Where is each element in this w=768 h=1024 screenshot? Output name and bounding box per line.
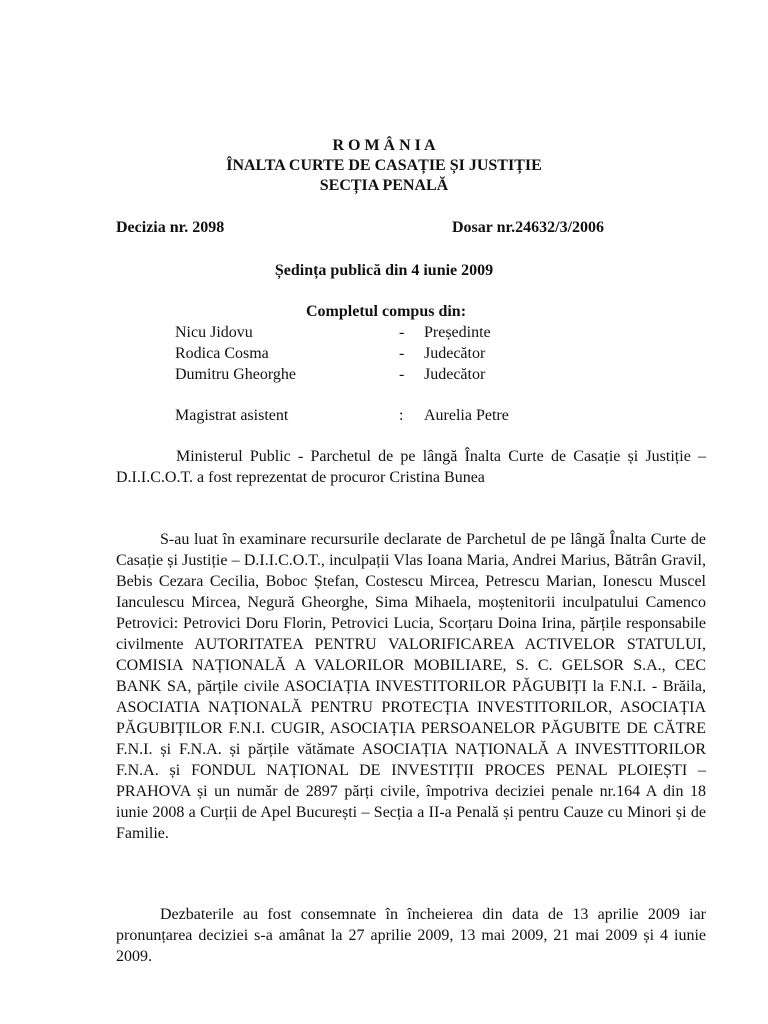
- panel-member-role: Președinte: [424, 324, 491, 341]
- header-country: R O M Â N I A: [332, 137, 436, 154]
- header-section: SECȚIA PENALĂ: [319, 177, 449, 194]
- assistant-name: Aurelia Petre: [424, 407, 509, 424]
- assistant-label: Magistrat asistent: [175, 407, 289, 424]
- body-paragraph-1: S-au luat în examinare recursurile declarate de Parchetul de pe lângă Înalta Curte de Casație și Justiție – D.I.I.C.O.T., inculpații Vlas Ioana Maria, Andrei Marius, Bătrân Gravil, Bebis Cezara Cecilia, Boboc Ștefan, Costescu Mircea, Petrescu Marian, Ionescu Muscel Ianculescu Mircea, Negură Gheorghe, Sima Mihaela, moștenitorii inculpatului Camenco Petrovici: Petrovici Doru Florin, Petrovici Lucia, Scorțaru Doina Irina, părțile responsabile civilmente AUTORITATEA PENTRU VALORIFICAREA ACTIVELOR STATULUI, COMISIA NAȚIONALĂ A VALORILOR MOBILIARE, S. C. GELSOR S.A., CEC BANK SA, părțile civile ASOCIAȚIA INVESTITORILOR PĂGUBIȚI la F.N.I. - Brăila, ASOCIATIA NAȚIONALĂ PENTRU PROTECȚIA INVESTITORILOR, ASOCIAȚIA PĂGUBIȚILOR F.N.I. CUGIR, ASOCIAȚIA PERSOANELOR PĂGUBITE DE CĂTRE F.N.I. și F.N.A. și părțile vătămate ASOCIAȚIA NAȚIONALĂ A INVESTITORILOR F.N.A. și FONDUL NAȚIONAL DE INVESTIȚII PROCES PENAL PLOIEȘTI – PRAHOVA și un număr de 2897 părți civile, împotriva deciziei penale nr.164 A din 18 iunie 2008 a Curții de Apel București – Secția a II-a Penală și pentru Cauze cu Minori și de Familie.: [116, 531, 706, 842]
- panel-member-role: Judecător: [424, 345, 486, 362]
- decision-number: Decizia nr. 2098: [116, 219, 225, 236]
- panel-member-role: Judecător: [424, 366, 486, 383]
- panel-member-separator: -: [399, 366, 405, 383]
- session-date: Ședința publică din 4 iunie 2009: [274, 262, 494, 279]
- assistant-separator: :: [399, 407, 404, 424]
- header-court: ÎNALTA CURTE DE CASAȚIE ȘI JUSTIȚIE: [226, 157, 542, 174]
- panel-member-name: Rodica Cosma: [175, 345, 269, 362]
- panel-member-name: Dumitru Gheorghe: [175, 366, 297, 383]
- panel-member-separator: -: [399, 324, 405, 341]
- panel-title: Completul compus din:: [306, 303, 467, 320]
- file-number: Dosar nr.24632/3/2006: [452, 219, 605, 236]
- panel-member-separator: -: [399, 345, 405, 362]
- prosecution-paragraph: Ministerul Public - Parchetul de pe lângă Înalta Curte de Casație și Justiție – D.I.I.C.O.T. a fost reprezentat de procuror Cristina Bunea: [116, 448, 706, 486]
- body-paragraph-2: Dezbaterile au fost consemnate în încheierea din data de 13 aprilie 2009 iar pronunțarea deciziei s-a amânat la 27 aprilie 2009, 13 mai 2009, 21 mai 2009 și 4 iunie 2009.: [116, 906, 706, 965]
- panel-member-name: Nicu Jidovu: [175, 324, 253, 341]
